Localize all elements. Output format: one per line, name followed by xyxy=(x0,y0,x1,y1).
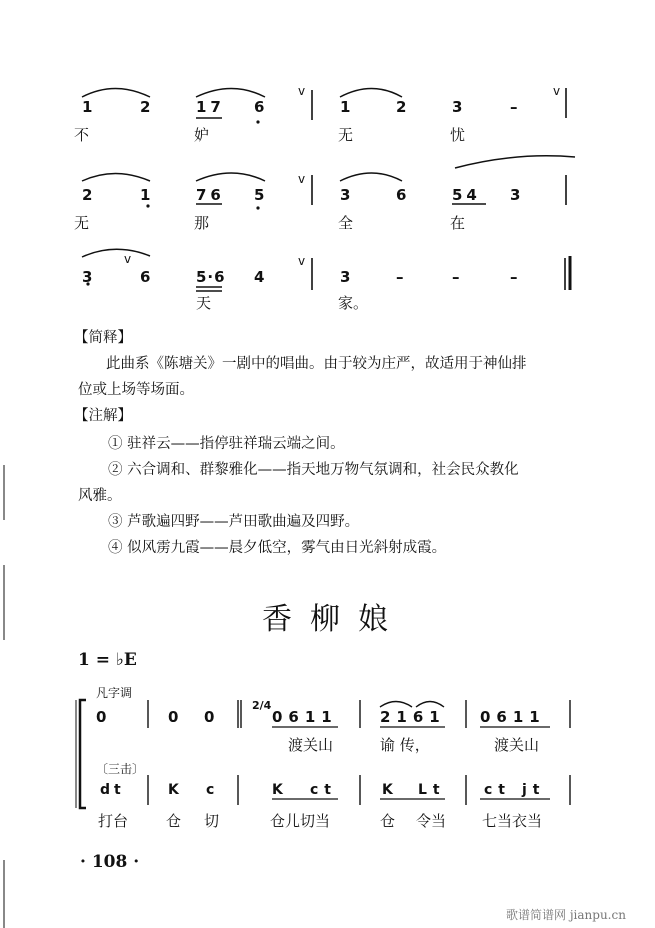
lyric: 仓 xyxy=(166,812,182,830)
slur xyxy=(196,89,265,98)
slur xyxy=(455,156,575,168)
note: – xyxy=(452,268,460,286)
paragraph-line: 位或上场等场面。 xyxy=(78,382,194,398)
annotation-item: ③ 芦歌遍四野——芦田歌曲遍及四野。 xyxy=(108,514,360,530)
lyric: 切 xyxy=(204,812,220,830)
perc-note: ct xyxy=(310,782,337,798)
note: 17 xyxy=(196,98,225,116)
note: 1 xyxy=(140,186,151,204)
note: 3 xyxy=(340,268,351,286)
note: 5·6 xyxy=(196,268,226,286)
note: 5 xyxy=(254,186,265,204)
note: 6 xyxy=(254,98,265,116)
note: 6 xyxy=(140,268,151,286)
note: 76 xyxy=(196,186,225,204)
note: – xyxy=(510,98,518,116)
note: 3 xyxy=(510,186,521,204)
lyric: 在 xyxy=(450,214,466,232)
breath-mark: v xyxy=(298,84,306,98)
slur xyxy=(340,89,402,98)
lyric: 谕 传， xyxy=(380,736,430,754)
lyric: 令当 xyxy=(416,812,447,830)
slur xyxy=(82,249,150,257)
perc-note: jt xyxy=(522,782,546,798)
slur xyxy=(82,174,150,182)
note: 0611 xyxy=(272,708,338,726)
slur xyxy=(196,173,265,181)
note: – xyxy=(510,268,518,286)
note: 6 xyxy=(396,186,407,204)
lyric: 全 xyxy=(338,214,354,232)
lyric: 不 xyxy=(74,126,90,144)
note: 0 xyxy=(204,708,215,726)
lyric: 无 xyxy=(74,214,90,232)
note: 3 xyxy=(452,98,463,116)
note: 1 xyxy=(82,98,93,116)
lyric: 打台 xyxy=(98,812,129,830)
note: 1 xyxy=(340,98,351,116)
note: 0611 xyxy=(480,708,546,726)
key-signature: 1 = ♭E xyxy=(78,650,137,670)
lyric: 忧 xyxy=(450,126,466,144)
lyric: 天 xyxy=(196,294,212,312)
page-number: · 108 · xyxy=(80,852,140,872)
voice-label: 凡字调 xyxy=(96,686,133,700)
perc-note: Lt xyxy=(418,782,446,798)
annotation-item: ① 驻祥云——指停驻祥瑞云端之间。 xyxy=(108,436,345,452)
lyric: 那 xyxy=(194,214,210,232)
note: 2 xyxy=(396,98,407,116)
note: 54 xyxy=(452,186,481,204)
annotation-item: ④ 似风雳九霞——晨夕低空，雾气由日光斜射成霞。 xyxy=(108,540,447,556)
note: 0 xyxy=(96,708,107,726)
note: 4 xyxy=(254,268,265,286)
paragraph-line: 此曲系《陈塘关》一剧中的唱曲。由于较为庄严，故适用于神仙排 xyxy=(106,356,527,372)
perc-note: ct xyxy=(484,782,511,798)
lyric: 仓 xyxy=(380,812,396,830)
note: 0 xyxy=(168,708,179,726)
slur xyxy=(82,89,150,98)
perc-note: K xyxy=(382,782,393,798)
slur xyxy=(340,173,402,181)
breath-mark: v xyxy=(298,172,306,186)
watermark: 歌谱简谱网 jianpu.cn xyxy=(506,908,626,922)
note: 2 xyxy=(82,186,93,204)
annotation-item: ② 六合调和、群黎雅化——指天地万物气氛调和，社会民众教化 xyxy=(108,462,519,478)
perc-note: c xyxy=(206,782,215,798)
time-signature: 2/4 xyxy=(252,699,272,712)
lyric: 无 xyxy=(338,126,354,144)
lyric: 渡关山 xyxy=(494,736,540,754)
note: 2 xyxy=(140,98,151,116)
breath-mark: v xyxy=(124,252,132,266)
perc-note: K xyxy=(272,782,283,798)
percussion-label: 〔三击〕 xyxy=(96,762,145,776)
breath-mark: v xyxy=(553,84,561,98)
lyric: 七当衣当 xyxy=(482,812,543,830)
note: 3 xyxy=(82,268,93,286)
lyric: 渡关山 xyxy=(288,736,334,754)
lyric: 妒 xyxy=(194,126,210,144)
breath-mark: v xyxy=(298,254,306,268)
note: – xyxy=(396,268,404,286)
lyric: 仓儿切当 xyxy=(270,812,331,830)
note: 2161 xyxy=(380,708,446,726)
perc-note: dt xyxy=(100,782,125,798)
annotation-item: 风雅。 xyxy=(78,488,122,504)
section-heading: 【简释】 xyxy=(74,330,132,346)
section-heading: 【注解】 xyxy=(74,408,132,424)
lyric: 家。 xyxy=(338,294,369,312)
perc-note: K xyxy=(168,782,179,798)
song-title: 香柳娘 xyxy=(262,602,406,637)
note: 3 xyxy=(340,186,351,204)
